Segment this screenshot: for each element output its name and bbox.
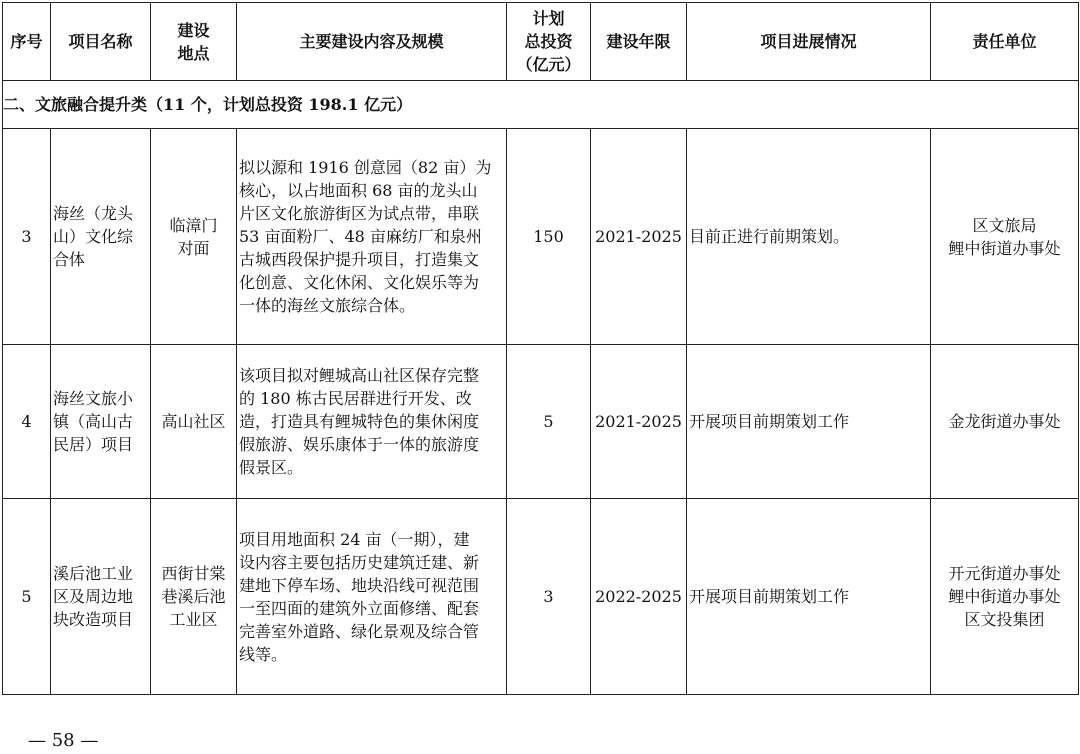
cell-unit: 开元街道办事处 鲤中街道办事处 区文投集团 xyxy=(931,499,1079,695)
project-table xyxy=(2,2,1079,695)
cell-name: 海丝文旅小 镇（高山古 民居）项目 xyxy=(51,345,151,499)
cell-location: 高山社区 xyxy=(151,345,237,499)
cell-seq: 3 xyxy=(3,129,51,345)
cell-content: 拟以源和 1916 创意园（82 亩）为 核心，以占地面积 68 亩的龙头山 片区文化旅游街区为试点带，串联 53 亩面粉厂、48 亩麻纺厂和泉州 古城西段保护提升项目，打造集文 化创意、文化休闲、文化娱乐等为 一体的海丝文旅综合体。 xyxy=(237,129,507,345)
header-seq: 序号 xyxy=(3,3,51,81)
cell-period: 2021-2025 xyxy=(591,129,687,345)
cell-unit: 区文旅局 鲤中街道办事处 xyxy=(931,129,1079,345)
cell-progress: 开展项目前期策划工作 xyxy=(687,499,931,695)
cell-period: 2022-2025 xyxy=(591,499,687,695)
cell-investment: 5 xyxy=(507,345,591,499)
header-investment: 计划 总投资 （亿元） xyxy=(507,3,591,81)
cell-seq: 4 xyxy=(3,345,51,499)
header-location: 建设 地点 xyxy=(151,3,237,81)
cell-period: 2021-2025 xyxy=(591,345,687,499)
cell-content: 项目用地面积 24 亩（一期），建 设内容主要包括历史建筑迁建、新 建地下停车场、地块沿线可视范围 一至四面的建筑外立面修缮、配套 完善室外道路、绿化景观及综合管 线等。 xyxy=(237,499,507,695)
cell-name: 溪后池工业 区及周边地 块改造项目 xyxy=(51,499,151,695)
cell-location: 西街甘棠 巷溪后池 工业区 xyxy=(151,499,237,695)
cell-progress: 开展项目前期策划工作 xyxy=(687,345,931,499)
header-period: 建设年限 xyxy=(591,3,687,81)
header-content: 主要建设内容及规模 xyxy=(237,3,507,81)
section-title: 二、文旅融合提升类（11 个，计划总投资 198.1 亿元） xyxy=(3,81,1079,129)
table-row xyxy=(3,345,1079,499)
header-row xyxy=(3,3,1079,81)
cell-unit: 金龙街道办事处 xyxy=(931,345,1079,499)
cell-progress: 目前正进行前期策划。 xyxy=(687,129,931,345)
table-row xyxy=(3,499,1079,695)
header-name: 项目名称 xyxy=(51,3,151,81)
header-unit: 责任单位 xyxy=(931,3,1079,81)
cell-name: 海丝（龙头 山）文化综 合体 xyxy=(51,129,151,345)
page-number: — 58 — xyxy=(28,730,99,751)
cell-investment: 3 xyxy=(507,499,591,695)
cell-content: 该项目拟对鲤城高山社区保存完整 的 180 栋古民居群进行开发、改 造，打造具有鲤城特色的集休闲度 假旅游、娱乐康体于一体的旅游度 假景区。 xyxy=(237,345,507,499)
header-progress: 项目进展情况 xyxy=(687,3,931,81)
table-row xyxy=(3,129,1079,345)
cell-investment: 150 xyxy=(507,129,591,345)
cell-location: 临漳门 对面 xyxy=(151,129,237,345)
section-row xyxy=(3,81,1079,129)
cell-seq: 5 xyxy=(3,499,51,695)
